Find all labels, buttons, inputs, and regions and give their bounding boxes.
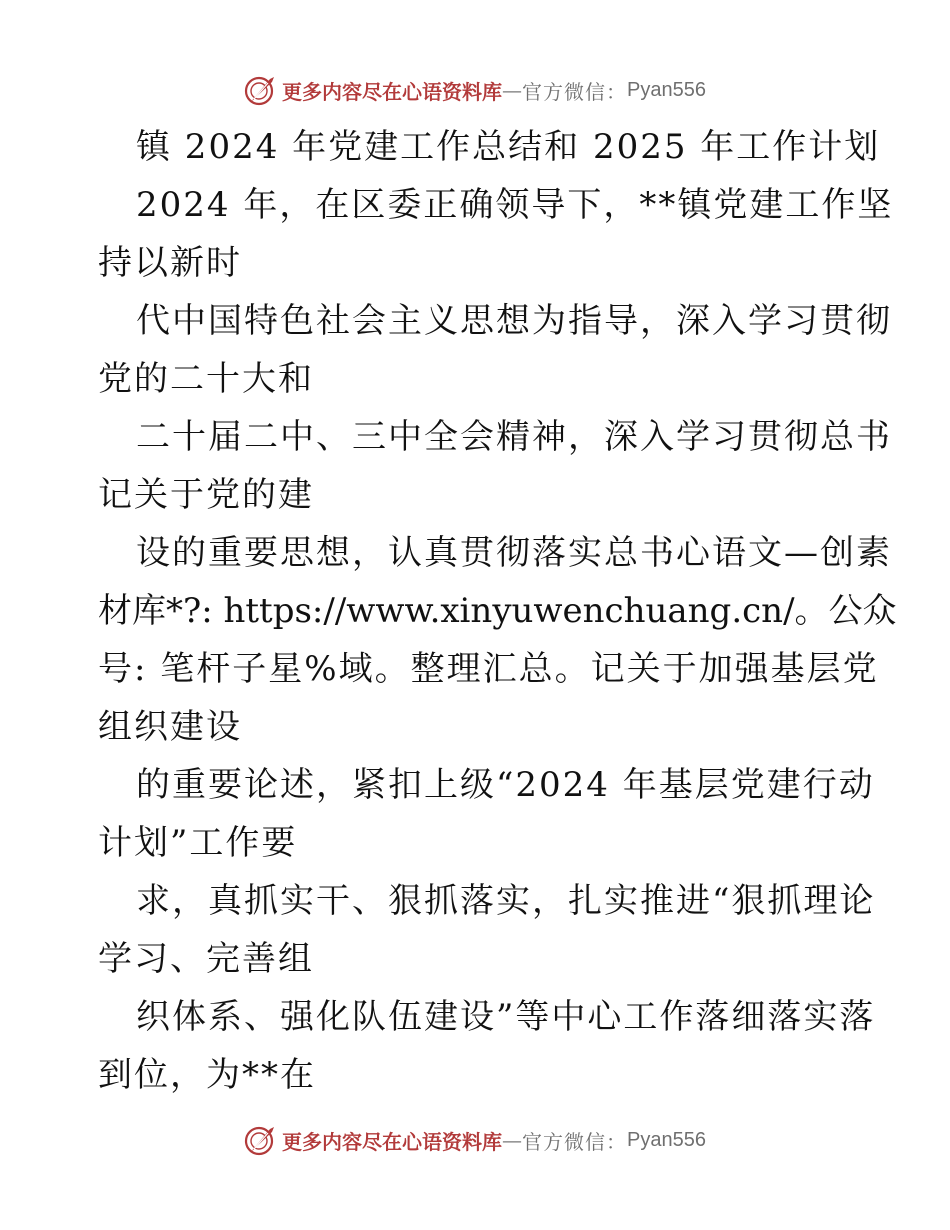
paragraph-line: 记关于党的建 [98,475,314,515]
paragraph-line: 号: 笔杆子星%域。整理汇总。记关于加强基层党 [98,649,879,689]
banner-dash: — [502,78,523,102]
paragraph-line: 计划”工作要 [98,823,298,863]
paragraph-line: 织体系、强化队伍建设”等中心工作落细落实落 [136,997,876,1037]
paragraph-line: 持以新时 [98,243,242,283]
paragraph-line: 二十届二中、三中全会精神，深入学习贯彻总书 [136,417,892,457]
document-body [98,118,918,1104]
header-banner [0,68,950,112]
quill-pen-logo-icon [244,1123,278,1157]
banner-wechat-label: 官方微信： [522,1129,628,1154]
banner-dash: — [502,1128,523,1152]
paragraph-line: 求，真抓实干、狠抓落实，扎实推进“狠抓理论 [136,881,876,921]
banner-wechat-id: Pyan556 [627,1128,706,1151]
paragraph-line-with-url: 材库*?: https://www.xinyuwenchuang.cn/。公众 [98,591,897,631]
footer-banner [0,1118,950,1162]
banner-prefix: 更多内容尽在心语资料库 [282,79,503,104]
quill-pen-logo-icon [244,73,278,107]
paragraph-line: 2024 年，在区委正确领导下，**镇党建工作坚 [136,185,894,225]
banner-prefix: 更多内容尽在心语资料库 [282,1129,503,1154]
paragraph-line: 到位，为**在 [98,1055,316,1095]
paragraph-line: 党的二十大和 [98,359,314,399]
banner-wechat-label: 官方微信： [522,79,628,104]
paragraph-line: 的重要论述，紧扣上级“2024 年基层党建行动 [136,765,875,805]
paragraph-line: 设的重要思想，认真贯彻落实总书心语文—创素 [136,533,892,573]
document-title: 镇 2024 年党建工作总结和 2025 年工作计划 [136,127,881,167]
paragraph-line: 学习、完善组 [98,939,314,979]
paragraph-line: 组织建设 [98,707,242,747]
banner-wechat-id: Pyan556 [627,78,706,101]
paragraph-line: 代中国特色社会主义思想为指导，深入学习贯彻 [136,301,892,341]
